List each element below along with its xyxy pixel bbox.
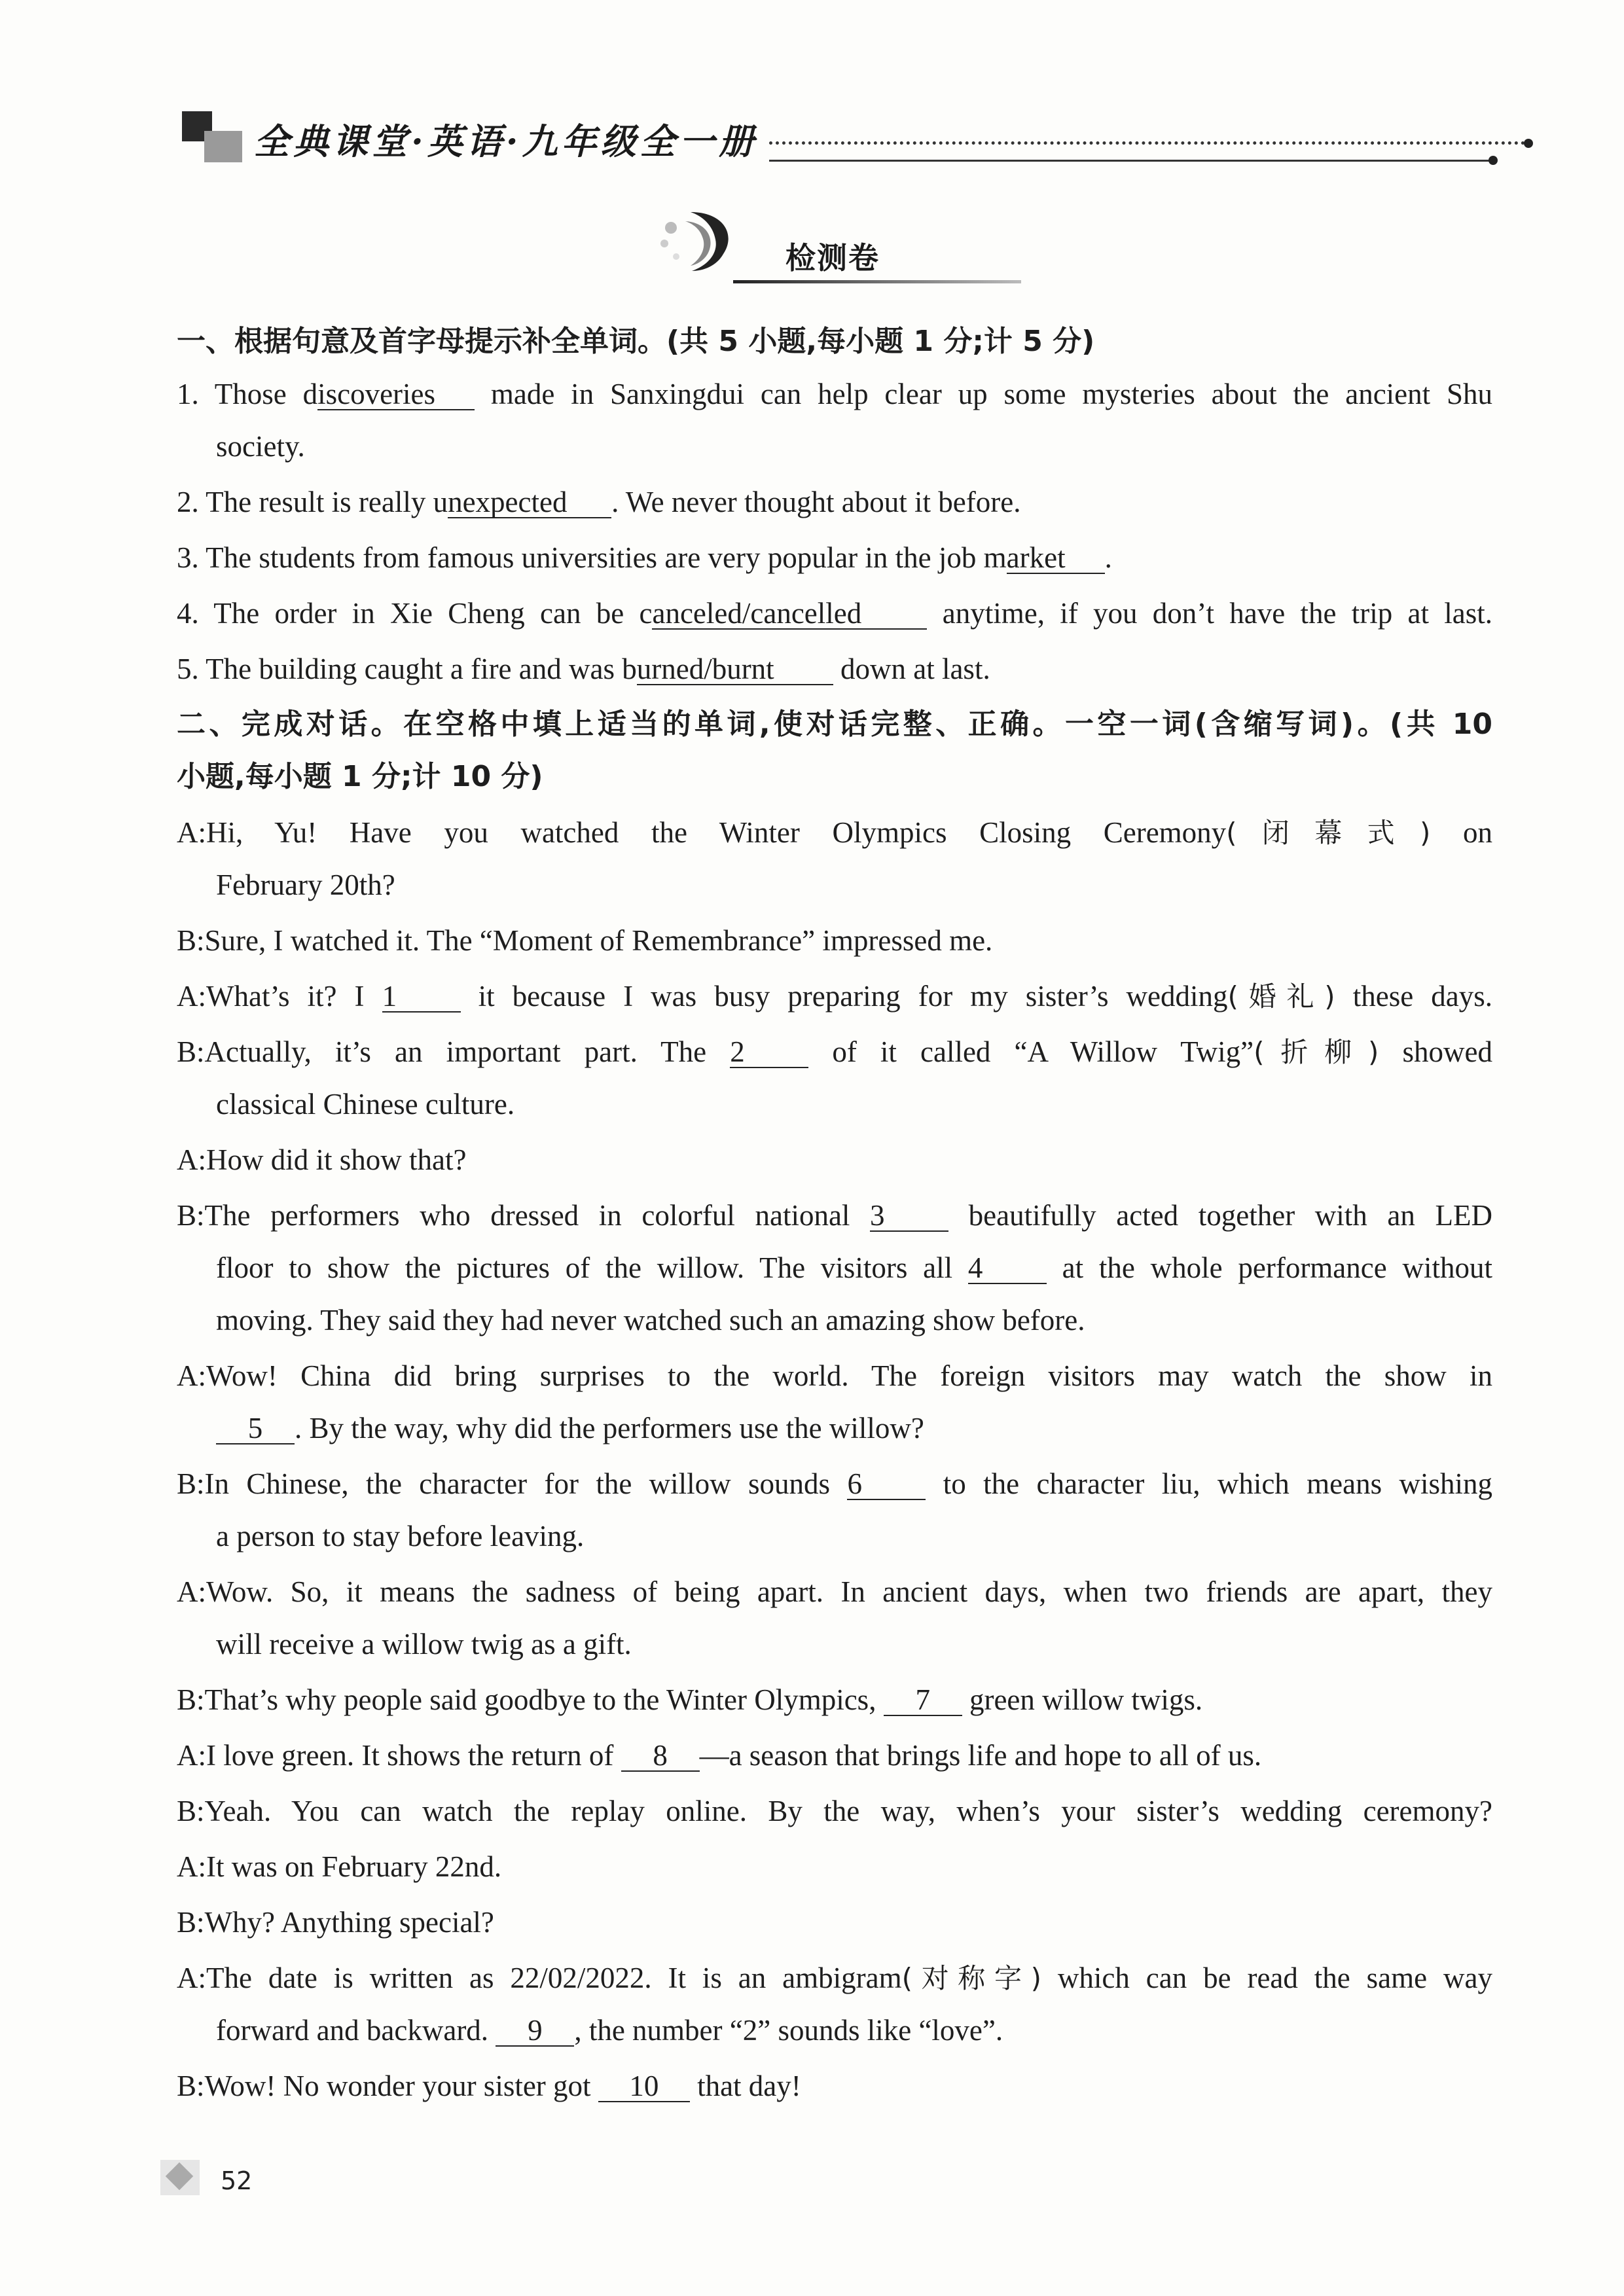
dialogue-text: to the character liu, which means wishing <box>926 1467 1493 1500</box>
dialogue-line <box>177 1685 1202 1716</box>
header-rule-dot <box>1524 139 1533 148</box>
blank-9: 9 <box>496 2016 574 2047</box>
item-text: 2. The result is really u <box>177 486 448 518</box>
part1-item-1 <box>177 380 1492 410</box>
dialogue-text: B:Wow! No wonder your sister got <box>177 2070 598 2102</box>
blank-2: 2 <box>730 1037 808 1068</box>
answer-blank: anceled/cancelled <box>652 599 927 630</box>
blank-1: 1 <box>382 982 461 1013</box>
part1-item-4 <box>177 599 1492 630</box>
swirl-icon <box>645 208 736 274</box>
dialogue-line <box>177 2072 801 2102</box>
dialogue-text: B:That’s why people said goodbye to the Winter Olympics, <box>177 1683 884 1716</box>
dialogue-line <box>177 1469 1492 1500</box>
item-text: 3. The students from famous universities are very popular in the job m <box>177 541 1007 574</box>
dialogue-text: which can be read the same way <box>1041 1962 1492 1994</box>
answer-blank: arket <box>1007 543 1105 574</box>
header-rule-dot <box>1489 156 1498 165</box>
part1-item-3 <box>177 543 1112 574</box>
dialogue-text: A:I love green. It shows the return of <box>177 1739 621 1772</box>
section-heading <box>645 208 1038 287</box>
dialogue-text: A:The date is written as 22/02/2022. It is an ambigram <box>177 1962 902 1994</box>
dialogue-text: that day! <box>689 2070 801 2102</box>
dialogue-line <box>177 818 1492 848</box>
dialogue-line: A:Wow! China did bring surprises to the world. The foreign visitors may watch the show in <box>177 1359 1492 1392</box>
page-footer <box>160 2160 291 2199</box>
running-header <box>177 98 1506 170</box>
dialogue-line: will receive a willow twig as a gift. <box>216 1628 632 1660</box>
dialogue-text: it because I was busy preparing for my sister’s wedding <box>460 980 1228 1013</box>
section-title: 检测卷 <box>785 240 880 276</box>
dialogue-line: A:How did it show that? <box>177 1143 467 1176</box>
blank-4: 4 <box>968 1253 1047 1284</box>
item-text: 5. The building caught a fire and was b <box>177 653 637 685</box>
blank-10: 10 <box>598 2072 690 2102</box>
dialogue-text: at the whole performance without <box>1046 1251 1493 1284</box>
dialogue-line: B:Why? Anything special? <box>177 1906 494 1939</box>
blank-5: 5 <box>216 1414 295 1444</box>
item-text: down at last. <box>833 653 990 685</box>
dialogue-line: classical Chinese culture. <box>216 1088 515 1121</box>
dialogue-line: B:Yeah. You can watch the replay online. By the way, when’s your sister’s wedding ceremony? <box>177 1795 1492 1827</box>
dialogue-line: A:Wow. So, it means the sadness of being apart. In ancient days, when two friends are apart, they <box>177 1575 1492 1608</box>
header-rule <box>769 160 1489 162</box>
header-squares-icon <box>177 111 249 164</box>
dialogue-text: forward and backward. <box>216 2014 496 2047</box>
part2-heading-line1: 二、完成对话。在空格中填上适当的单词,使对话完整、正确。一空一词(含缩写词)。(共 10 <box>177 708 1492 741</box>
dialogue-line <box>177 1201 1492 1232</box>
dialogue-text: on <box>1430 816 1492 849</box>
dialogue-text: floor to show the pictures of the willow. The visitors all <box>216 1251 968 1284</box>
dialogue-line: A:It was on February 22nd. <box>177 1850 502 1883</box>
blank-7: 7 <box>884 1685 962 1716</box>
page-number: 52 <box>221 2166 253 2195</box>
dialogue-text: B:The performers who dressed in colorful national <box>177 1199 871 1232</box>
answer-blank: urned/burnt <box>637 655 833 685</box>
dialogue-line <box>216 2016 1003 2047</box>
dialogue-text: , the number “2” sounds like “love”. <box>574 2014 1003 2047</box>
dialogue-text: . By the way, why did the performers use the willow? <box>295 1412 924 1444</box>
dialogue-text: beautifully acted together with an LED <box>948 1199 1492 1232</box>
book-title: 全典课堂·英语·九年级全一册 <box>254 120 758 162</box>
part1-item-2 <box>177 488 1020 518</box>
part1-heading: 一、根据句意及首字母提示补全单词。(共 5 小题,每小题 1 分;计 5 分) <box>177 325 1095 358</box>
dialogue-line <box>177 1964 1492 1993</box>
dialogue-text: A:What’s it? I <box>177 980 382 1013</box>
dialogue-text: of it called “A Willow Twig” <box>808 1035 1254 1068</box>
part1-item-5 <box>177 655 990 685</box>
item-text: 1. Those d <box>177 378 318 410</box>
dialogue-line: February 20th? <box>216 869 395 901</box>
chinese-gloss: (婚礼) <box>1227 980 1335 1013</box>
item-text: 4. The order in Xie Cheng can be c <box>177 597 653 630</box>
answer-blank: nexpected <box>448 488 611 518</box>
blank-3: 3 <box>870 1201 948 1232</box>
dialogue-line <box>216 1414 924 1444</box>
dialogue-line <box>216 1253 1492 1284</box>
item-text: . We never thought about it before. <box>611 486 1021 518</box>
item-text: anytime, if you don’t have the trip at last. <box>927 597 1493 630</box>
answer-blank: iscoveries <box>317 380 475 410</box>
section-underline <box>733 280 1021 283</box>
dialogue-line: B:Sure, I watched it. The “Moment of Remembrance” impressed me. <box>177 924 993 957</box>
chinese-gloss: (对称字) <box>901 1962 1041 1994</box>
item-text: made in Sanxingdui can help clear up some mysteries about the ancient Shu <box>475 378 1492 410</box>
dialogue-line <box>177 1741 1261 1772</box>
blank-8: 8 <box>621 1741 700 1772</box>
chinese-gloss: (闭幕式) <box>1226 817 1431 849</box>
dialogue-text: B:Actually, it’s an important part. The <box>177 1035 731 1068</box>
dialogue-line <box>177 982 1492 1013</box>
blank-6: 6 <box>847 1469 926 1500</box>
dialogue-text: —a season that brings life and hope to all of us. <box>699 1739 1262 1772</box>
dialogue-line <box>177 1037 1492 1068</box>
part1-item-1-cont: society. <box>216 430 305 463</box>
dialogue-text: these days. <box>1335 980 1492 1013</box>
diamond-icon <box>160 2160 200 2195</box>
dialogue-text: green willow twigs. <box>962 1683 1203 1716</box>
dialogue-text: showed <box>1379 1035 1493 1068</box>
item-text: . <box>1104 541 1112 574</box>
part2-heading-line2: 小题,每小题 1 分;计 10 分) <box>177 760 543 793</box>
dialogue-line: moving. They said they had never watched such an amazing show before. <box>216 1304 1085 1336</box>
dialogue-line: a person to stay before leaving. <box>216 1520 585 1552</box>
dialogue-text: A:Hi, Yu! Have you watched the Winter Olympics Closing Ceremony <box>177 816 1227 849</box>
dialogue-text: B:In Chinese, the character for the willow sounds <box>177 1467 848 1500</box>
header-dotted-rule <box>769 141 1525 145</box>
chinese-gloss: (折柳) <box>1254 1036 1379 1068</box>
